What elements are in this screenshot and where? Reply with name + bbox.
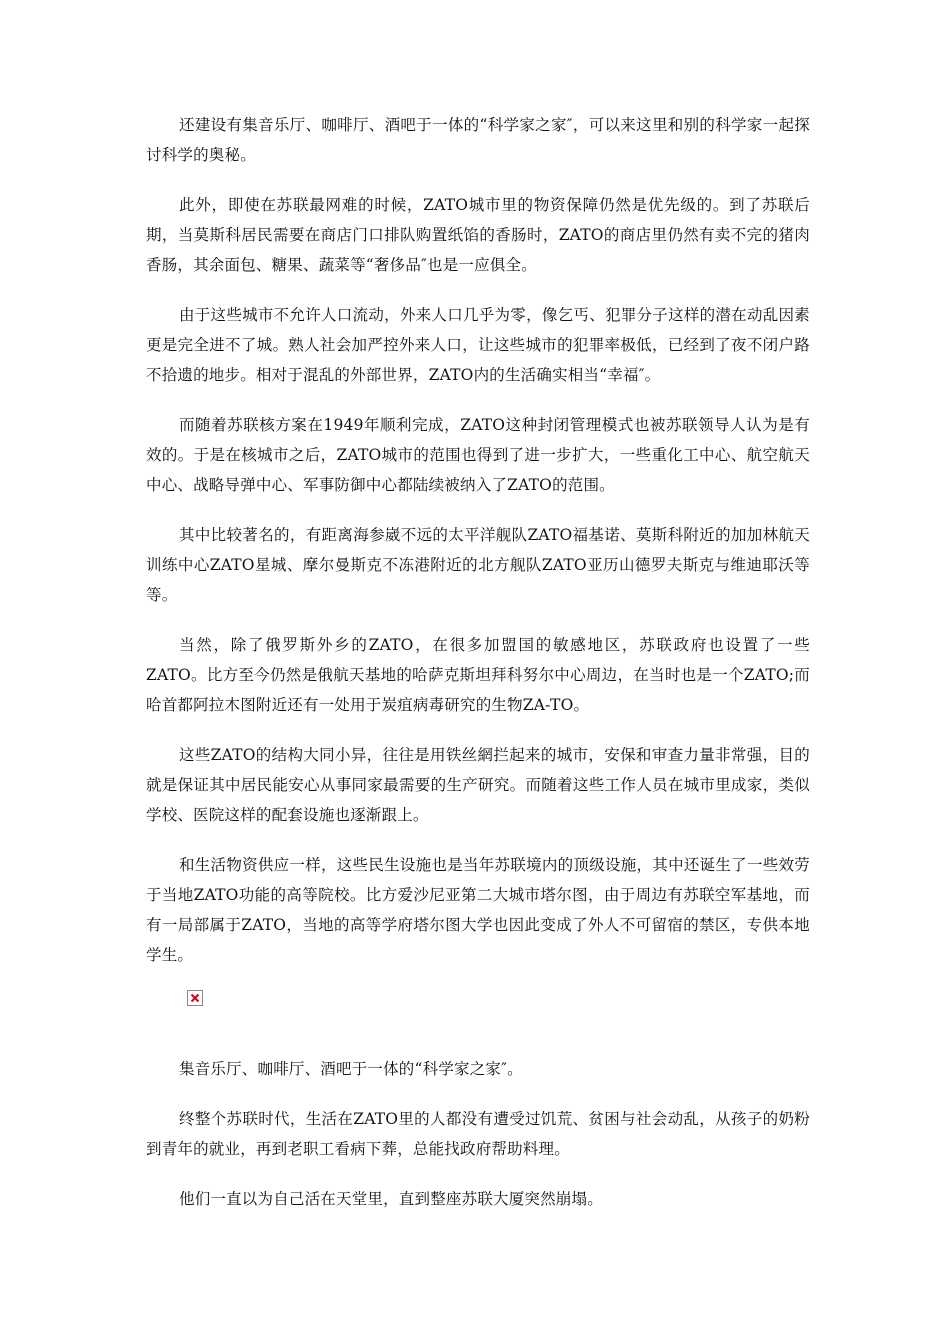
paragraph: 由于这些城市不允许人口流动，外来人口几乎为零，像乞丐、犯罪分子这样的潜在动乱因素更是完全进不了城。熟人社会加严控外来人口，让这些城市的犯罪率极低，已经到了夜不闭户路不拾遗的地步。相对于混乱的外部世界，ZATO内的生活确实相当“幸福″。 <box>146 306 810 384</box>
paragraph: 和生活物资供应一样，这些民生设施也是当年苏联境内的顶级设施，其中还诞生了一些效劳于当地ZATO功能的高等院校。比方爱沙尼亚第二大城市塔尔图，由于周边有苏联空军基地，而有一局部属于ZATO，当地的高等学府塔尔图大学也因此变成了外人不可留宿的禁区，专供本地学生。 <box>146 856 810 964</box>
paragraph: 而随着苏联核方案在1949年顺利完成，ZATO这种封闭管理模式也被苏联领导人认为是有效的。于是在核城市之后，ZATO城市的范围也得到了进一步扩大，一些重化工中心、航空航天中心、战略导弹中心、军事防御中心都陆续被纳入了ZATO的范围。 <box>146 416 810 494</box>
paragraph: 终整个苏联时代，生活在ZATO里的人都没有遭受过饥荒、贫困与社会动乱，从孩子的奶粉到青年的就业，再到老职工看病下葬，总能找政府帮助料理。 <box>146 1110 810 1158</box>
paragraph: 当然，除了俄罗斯外乡的ZATO，在很多加盟国的敏感地区，苏联政府也设置了一些ZATO。比方至今仍然是俄航天基地的哈萨克斯坦拜科努尔中心周边，在当时也是一个ZATO;而哈首都阿拉木图附近还有一处用于炭疽病毒研究的生物ZA-TO。 <box>146 636 810 714</box>
broken-image-x-mark <box>190 993 200 1003</box>
paragraph: 他们一直以为自己活在天堂里，直到整座苏联大厦突然崩塌。 <box>179 1190 603 1208</box>
image-caption: 集音乐厅、咖啡厅、酒吧于一体的“科学家之家″。 <box>179 1060 523 1078</box>
paragraph: 此外，即使在苏联最网难的时候，ZATO城市里的物资保障仍然是优先级的。到了苏联后期，当莫斯科居民需要在商店门口排队购置纸馅的香肠时，ZATO的商店里仍然有卖不完的猪肉香肠，其余面包、糖果、蔬菜等“奢侈品″也是一应俱全。 <box>146 196 810 274</box>
paragraph: 还建设有集音乐厅、咖啡厅、酒吧于一体的“科学家之家″，可以来这里和别的科学家一起探讨科学的奥秘。 <box>146 116 810 164</box>
broken-image-icon <box>187 990 203 1006</box>
image-spacer <box>146 1006 810 1054</box>
paragraph: 这些ZATO的结构大同小异，往往是用铁丝網拦起来的城市，安保和审查力量非常强，目的就是保证其中居民能安心从事同家最需要的生产研究。而随着这些工作人员在城市里成家，类似学校、医院这样的配套设施也逐渐跟上。 <box>146 746 810 824</box>
article-body <box>146 110 810 1234</box>
paragraph: 其中比较著名的，有距离海参崴不远的太平洋舰队ZATO福基诺、莫斯科附近的加加林航天训练中心ZATO星城、摩尔曼斯克不冻港附近的北方舰队ZATO亚历山德罗夫斯克与维迪耶沃等等。 <box>146 526 810 604</box>
